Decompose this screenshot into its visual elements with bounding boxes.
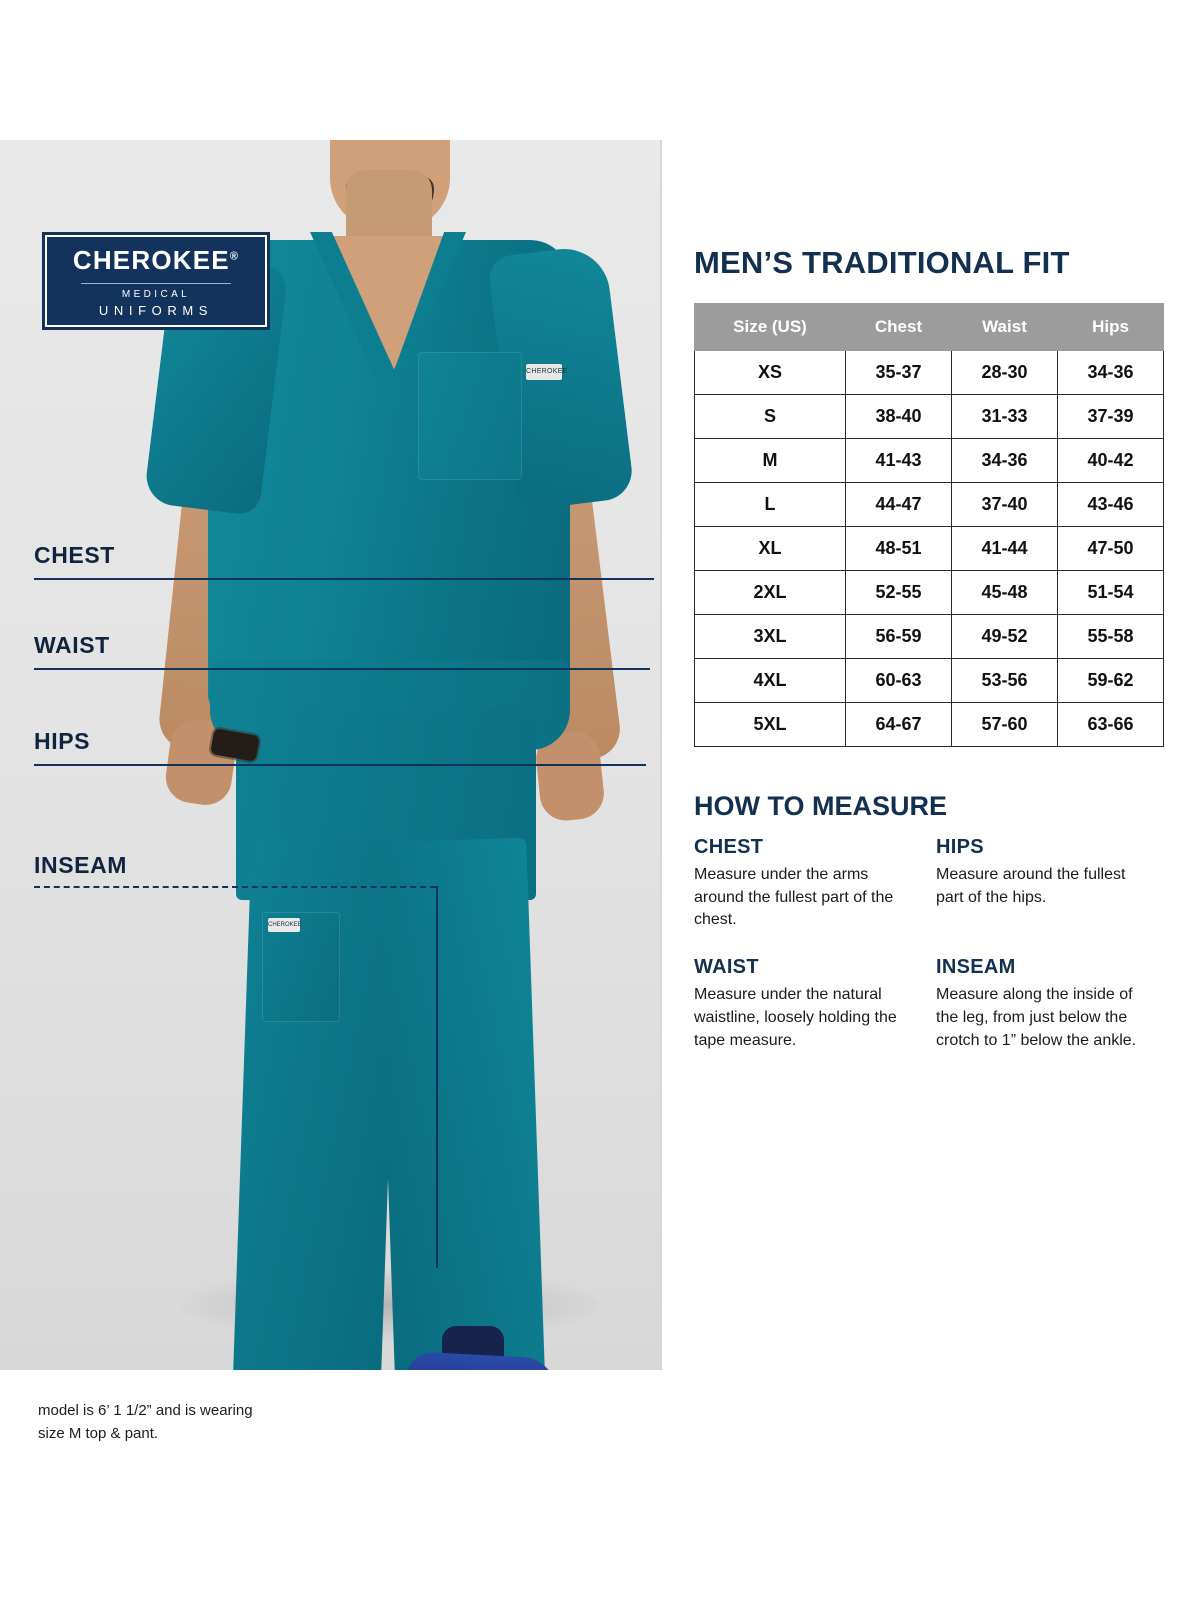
cell-chest: 52-55 [846, 571, 952, 615]
cell-hips: 43-46 [1058, 483, 1164, 527]
cell-size: L [695, 483, 846, 527]
cell-waist: 57-60 [952, 703, 1058, 747]
cell-hips: 40-42 [1058, 439, 1164, 483]
scrub-pants-brand-tag: CHEROKEE [268, 918, 300, 932]
scrub-top-chest-pocket [418, 352, 522, 480]
callout-line-hips [34, 764, 646, 766]
cell-hips: 63-66 [1058, 703, 1164, 747]
column-header-size: Size (US) [695, 304, 846, 351]
cell-hips: 34-36 [1058, 351, 1164, 395]
cell-waist: 31-33 [952, 395, 1058, 439]
how-to-text-inseam: Measure along the inside of the leg, from just below the crotch to 1” below the ankle. [936, 986, 1137, 1049]
cell-chest: 35-37 [846, 351, 952, 395]
table-row [695, 527, 1164, 571]
how-to-item-chest [694, 836, 936, 932]
cell-chest: 44-47 [846, 483, 952, 527]
column-header-chest: Chest [846, 304, 952, 351]
model-note: model is 6’ 1 1/2” and is wearing size M top & pant. [38, 1402, 253, 1442]
brand-divider [81, 283, 231, 284]
how-to-item-inseam [936, 956, 1164, 1052]
table-row [695, 659, 1164, 703]
page-title: MEN’S TRADITIONAL FIT [694, 245, 1070, 280]
table-row [695, 703, 1164, 747]
cell-size: 5XL [695, 703, 846, 747]
cell-waist: 49-52 [952, 615, 1058, 659]
panel-divider [660, 140, 662, 1370]
callout-line-inseam-vertical [436, 886, 438, 1268]
cell-waist: 53-56 [952, 659, 1058, 703]
brand-registered-mark: ® [229, 249, 240, 262]
how-to-measure-title: HOW TO MEASURE [694, 791, 948, 821]
cell-size: 4XL [695, 659, 846, 703]
cell-size: M [695, 439, 846, 483]
cell-waist: 41-44 [952, 527, 1058, 571]
cell-hips: 37-39 [1058, 395, 1164, 439]
cell-waist: 34-36 [952, 439, 1058, 483]
callout-line-waist [34, 668, 650, 670]
callout-label-waist: WAIST [34, 632, 110, 658]
how-to-text-hips: Measure around the fullest part of the hips. [936, 866, 1126, 906]
table-header-row [695, 304, 1164, 351]
brand-name [73, 245, 239, 276]
cell-chest: 48-51 [846, 527, 952, 571]
callout-label-hips: HIPS [34, 728, 91, 754]
how-to-heading-chest: CHEST [694, 836, 764, 858]
scrub-top-brand-tag: CHEROKEE [526, 364, 562, 380]
cell-chest: 64-67 [846, 703, 952, 747]
how-to-heading-inseam: INSEAM [936, 956, 1016, 979]
brand-uniforms-label: UNIFORMS [98, 302, 214, 318]
cell-chest: 60-63 [846, 659, 952, 703]
brand-name-text: CHEROKEE [72, 244, 230, 275]
cell-waist: 45-48 [952, 571, 1058, 615]
table-row [695, 571, 1164, 615]
cell-size: XS [695, 351, 846, 395]
callout-line-inseam [34, 886, 436, 888]
cell-hips: 51-54 [1058, 571, 1164, 615]
how-to-measure-grid [694, 836, 1164, 1052]
table-row [695, 615, 1164, 659]
cell-hips: 47-50 [1058, 527, 1164, 571]
cell-chest: 38-40 [846, 395, 952, 439]
callout-label-chest: CHEST [34, 542, 115, 568]
how-to-heading-waist: WAIST [694, 956, 759, 979]
how-to-text-waist: Measure under the natural waistline, loosely holding the tape measure. [694, 986, 897, 1049]
cell-waist: 28-30 [952, 351, 1058, 395]
table-row [695, 395, 1164, 439]
column-header-hips: Hips [1058, 304, 1164, 351]
size-chart-table [694, 303, 1164, 747]
column-header-waist: Waist [952, 304, 1058, 351]
cell-size: S [695, 395, 846, 439]
how-to-heading-hips: HIPS [936, 836, 984, 858]
how-to-text-chest: Measure under the arms around the fullest part of the chest. [694, 866, 894, 929]
cell-size: 3XL [695, 615, 846, 659]
cell-hips: 55-58 [1058, 615, 1164, 659]
cell-size: 2XL [695, 571, 846, 615]
cell-hips: 59-62 [1058, 659, 1164, 703]
cell-size: XL [695, 527, 846, 571]
size-chart-panel [694, 245, 1164, 1052]
callout-line-chest [34, 578, 654, 580]
table-row [695, 439, 1164, 483]
brand-medical-label: MEDICAL [121, 288, 191, 300]
cell-chest: 56-59 [846, 615, 952, 659]
brand-logo [42, 232, 270, 330]
scrub-pants-right-leg [376, 838, 545, 1370]
callout-label-inseam: INSEAM [34, 852, 128, 878]
how-to-item-waist [694, 956, 936, 1052]
cell-chest: 41-43 [846, 439, 952, 483]
how-to-item-hips [936, 836, 1164, 932]
table-row [695, 351, 1164, 395]
table-row [695, 483, 1164, 527]
cell-waist: 37-40 [952, 483, 1058, 527]
